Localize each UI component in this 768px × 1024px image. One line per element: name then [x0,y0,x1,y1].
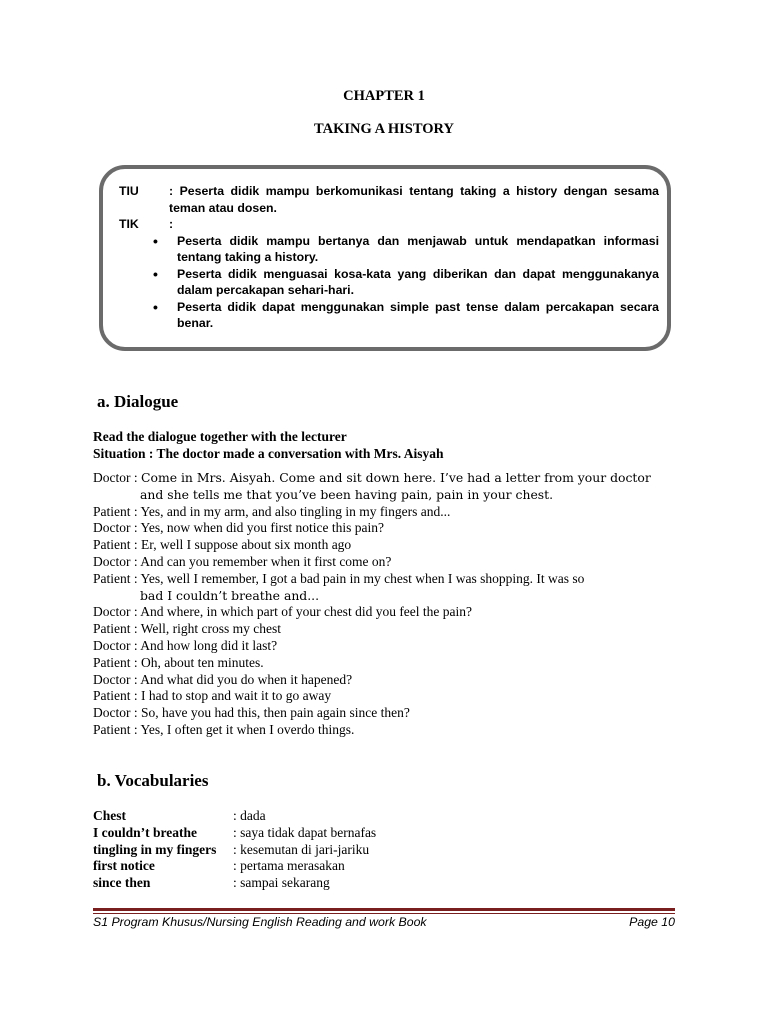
tiu-label: TIU [119,184,139,198]
dialogue-line: Patient : Well, right cross my chest [93,621,282,637]
vocabulary-list [93,808,675,892]
chapter-title: TAKING A HISTORY [314,121,454,137]
footer-divider-thin [93,913,675,914]
vocabulary-item [93,825,675,842]
dialogue-line: Doctor : So, have you had this, then pain again since then? [93,705,410,721]
tik-row [119,216,659,233]
tik-text: : [169,217,174,231]
bullet-icon: • [153,265,158,282]
vocabulary-item [93,808,675,825]
vocabulary-item [93,842,675,859]
dialogue-line: Patient : Yes, well I remember, I got a bad pain in my chest when I was shopping. It was so [93,570,585,586]
section-heading-vocabularies: b. Vocabularies [97,771,209,790]
dialogue-line: Patient : Er, well I suppose about six month ago [93,537,352,553]
chapter-number: CHAPTER 1 [343,88,425,104]
tik-bullet: • Peserta didik menguasai kosa-kata yang diberikan dan dapat menggunakanya dalam percakapan sehari-hari. [153,265,659,297]
dialogue-line: Doctor : Come in Mrs. Aisyah. Come and sit down here. I’ve had a letter from your doctor [93,470,651,485]
objectives-box [99,165,671,351]
dialogue-line: Doctor : Yes, now when did you first notice this pain? [93,520,384,536]
dialogue-line: Doctor : And what did you do when it hapened? [93,671,353,687]
tik-label: TIK [119,217,139,231]
dialogue-line: Doctor : And how long did it last? [93,637,278,653]
vocab-term: tingling in my fingers [93,841,217,857]
tik-bullet: • Peserta didik dapat menggunakan simple past tense dalam percakapan secara benar. [153,298,659,330]
bullet-icon: • [153,232,158,249]
dialogue-line: Doctor : And can you remember when it first come on? [93,553,392,569]
bullet-icon: • [153,298,158,315]
vocab-definition: : dada [233,808,266,823]
tiu-row [119,183,659,216]
dialogue-instructions [93,429,675,463]
section-heading-dialogue: a. Dialogue [97,392,179,411]
dialogue-line: Patient : Oh, about ten minutes. [93,654,264,670]
tik-bullet-list [119,233,659,332]
vocab-term: Chest [93,808,126,823]
objectives-content [119,183,659,332]
vocab-term: I couldn’t breathe [93,824,198,840]
instruction-text: Read the dialogue together with the lecturer [93,429,347,444]
vocab-term: first notice [93,858,155,874]
vocabulary-item [93,875,675,892]
tiu-text: : Peserta didik mampu berkomunikasi tentang taking a history dengan sesama teman atau dosen. [169,184,659,215]
vocabulary-item [93,858,675,875]
tik-bullet: • Peserta didik mampu bertanya dan menjawab untuk mendapatkan informasi tentang taking a history. [153,232,659,264]
situation-text: Situation : The doctor made a conversation with Mrs. Aisyah [93,445,444,461]
vocab-term: since then [93,875,151,891]
dialogue-line: Doctor : And where, in which part of your chest did you feel the pain? [93,604,473,620]
dialogue-line: Patient : I had to stop and wait it to go away [93,688,332,704]
vocab-definition: : saya tidak dapat bernafas [233,824,377,840]
dialogue-line: bad I couldn’t breathe and... [140,587,320,603]
dialogue-line: and she tells me that you’ve been having pain, pain in your chest. [140,486,554,502]
dialogue-line: Patient : Yes, and in my arm, and also tingling in my fingers and... [93,503,451,519]
dialogue [93,470,675,739]
vocab-definition: : kesemutan di jari-jariku [233,841,370,857]
page-number: Page 10 [629,915,675,929]
footer-divider [93,908,675,911]
footer-book-title: S1 Program Khusus/Nursing English Reading and work Book [93,915,427,929]
vocab-definition: : sampai sekarang [233,875,330,891]
dialogue-line: Patient : Yes, I often get it when I overdo things. [93,721,355,737]
page-footer [93,915,675,929]
vocab-definition: : pertama merasakan [233,858,345,874]
